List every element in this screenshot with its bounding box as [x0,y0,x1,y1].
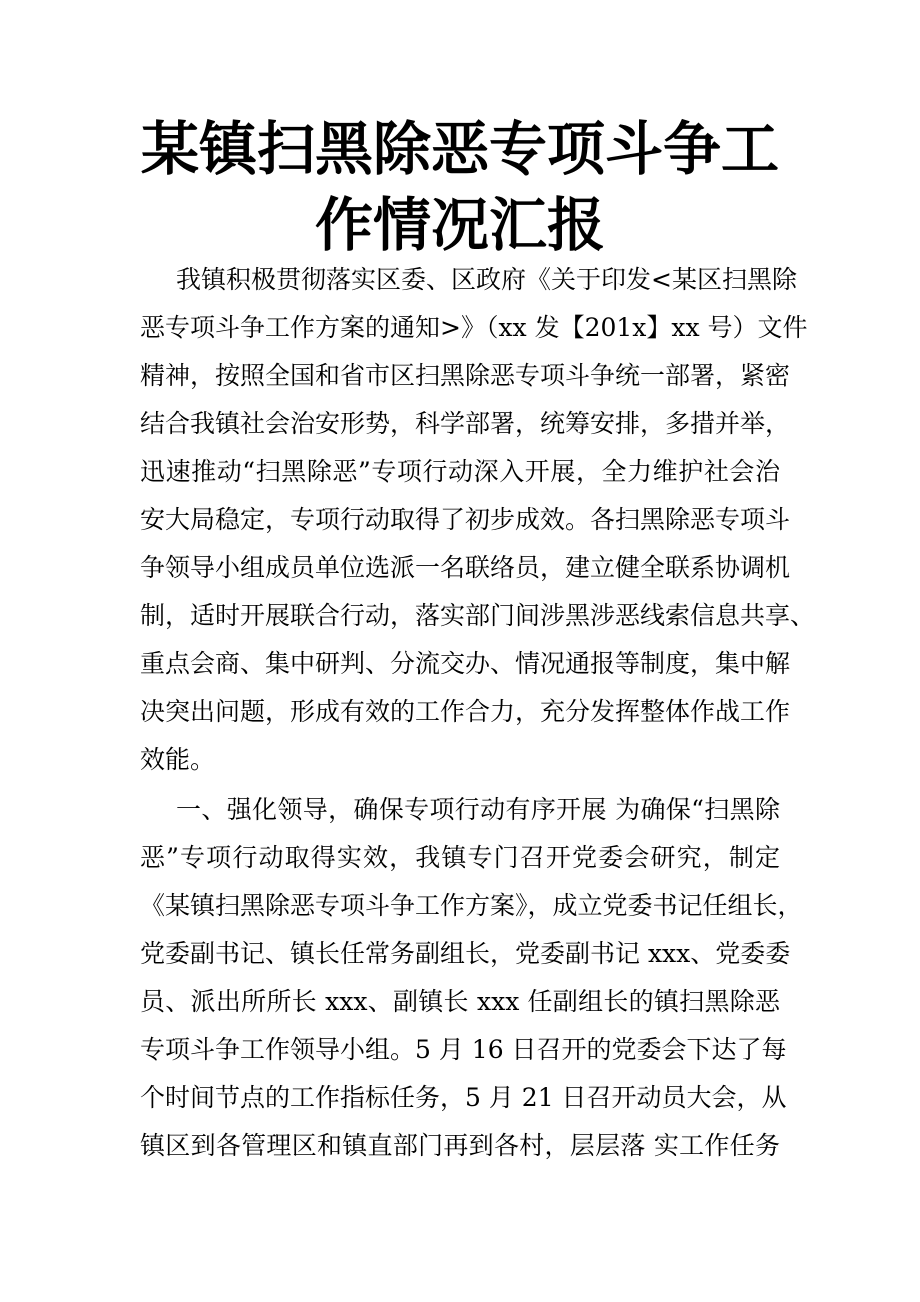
paragraph-2-line-2: 恶”专项行动取得实效，我镇专门召开党委会研究，制定 [140,843,780,872]
paragraph-2-line-5: 员、派出所所长 xxx、副镇长 xxx 任副组长的镇扫黑除恶 [140,987,780,1016]
paragraph-2-line-3: 《某镇扫黑除恶专项斗争工作方案》，成立党委书记任组长， [140,891,803,920]
paragraph-2-line-4: 党委副书记、镇长任常务副组长，党委副书记 xxx、党委委 [140,939,791,968]
paragraph-1-line-11: 效能。 [140,745,216,774]
paragraph-1-line-1: 我镇积极贯彻落实区委、区政府《关于印发<某区扫黑除 [176,265,797,294]
paragraph-1-line-2: 恶专项斗争工作方案的通知>》（xx 发【201x】xx 号）文件 [140,313,808,342]
paragraph-2-line-7: 个时间节点的工作指标任务，5 月 21 日召开动员大会，从 [140,1083,787,1112]
document-title-line-1: 某镇扫黑除恶专项斗争工 [140,115,779,183]
paragraph-1-line-7: 争领导小组成员单位选派一名联络员，建立健全联系协调机 [140,553,791,582]
paragraph-1-line-9: 重点会商、集中研判、分流交办、情况通报等制度，集中解 [140,649,791,678]
paragraph-1-line-4: 结合我镇社会治安形势，科学部署，统筹安排，多措并举， [140,409,791,438]
paragraph-1-line-3: 精神，按照全国和省市区扫黑除恶专项斗争统一部署，紧密 [140,361,791,390]
document-title-line-2: 作情况汇报 [314,191,605,259]
paragraph-2-line-6: 专项斗争工作领导小组。5 月 16 日召开的党委会下达了每 [140,1035,787,1064]
paragraph-1-line-8: 制，适时开展联合行动，落实部门间涉黑涉恶线索信息共享、 [140,601,816,630]
paragraph-1-line-6: 安大局稳定，专项行动取得了初步成效。各扫黑除恶专项斗 [140,505,791,534]
paragraph-2-line-8: 镇区到各管理区和镇直部门再到各村，层层落 实工作任务 [140,1131,780,1160]
paragraph-2-line-1: 一、强化领导，确保专项行动有序开展 为确保“扫黑除 [176,795,780,824]
paragraph-1-line-5: 迅速推动“扫黑除恶”专项行动深入开展，全力维护社会治 [140,457,780,486]
paragraph-1-line-10: 决突出问题，形成有效的工作合力，充分发挥整体作战工作 [140,697,791,726]
